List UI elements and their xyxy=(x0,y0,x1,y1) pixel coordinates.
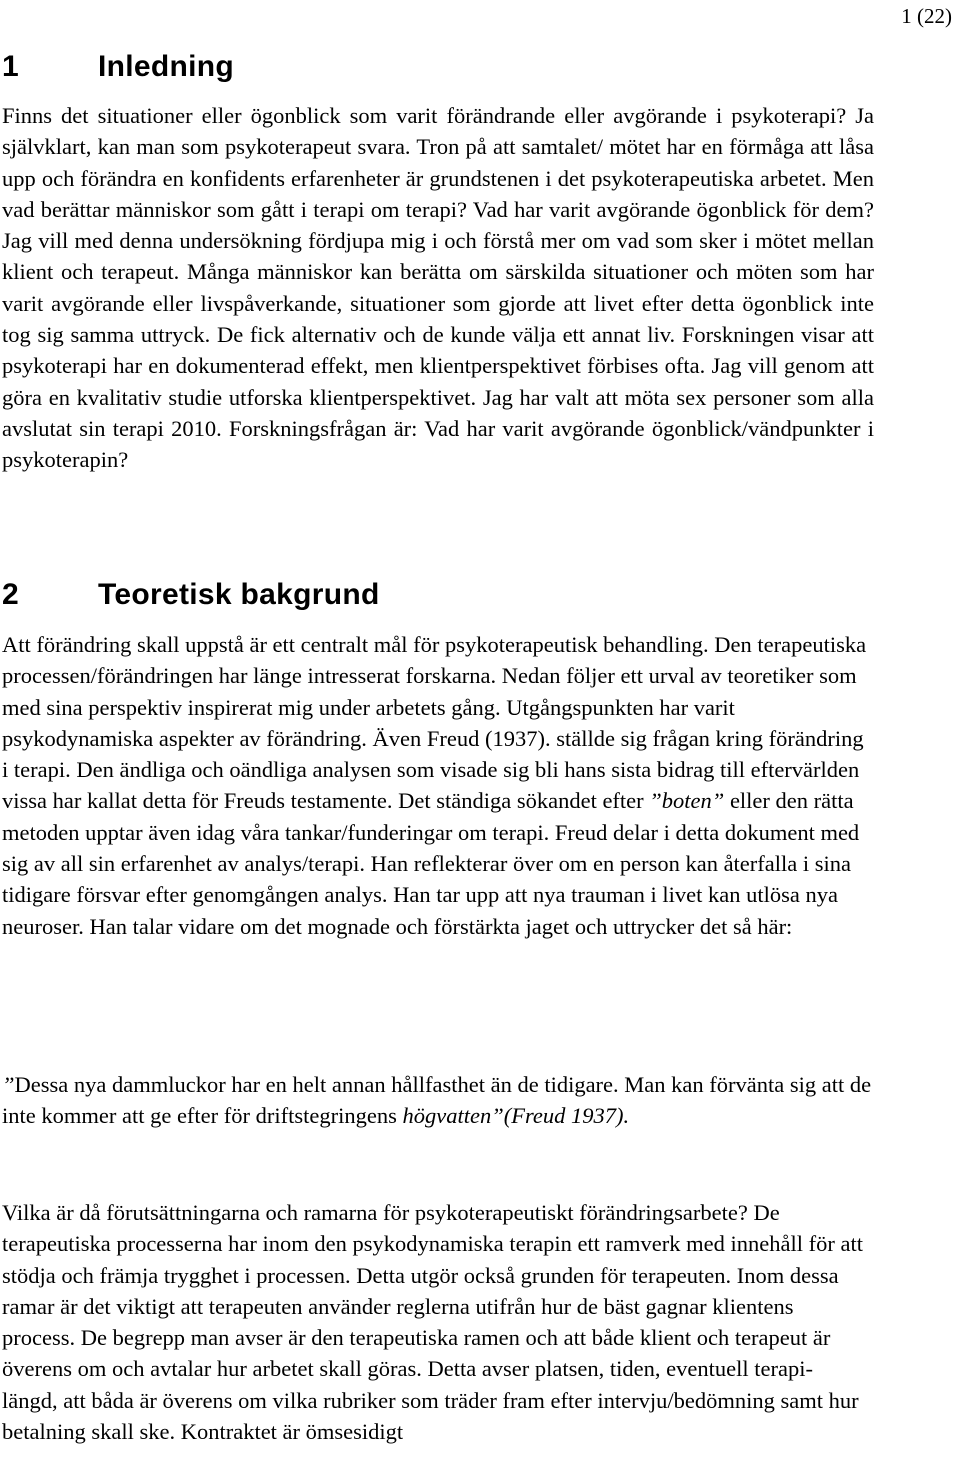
section-number: 2 xyxy=(2,578,19,611)
page-number: 1 (22) xyxy=(901,4,952,28)
section-heading-inledning xyxy=(2,50,234,84)
theory-text-part2: eller den rätta metoden upptar även idag våra tankar/funderingar om terapi. Freud delar i detta dokument med sig av all sin erfarenhet av analys/terapi. Han reflekterar över om en person kan återfalla i sina tidigare försvar efter genomgången analys. Han tar upp att nya trauman i livet kan utlösa nya neuroser. Han talar vidare om det mognade och förstärkta jaget och uttrycker det så här: xyxy=(2,788,860,939)
section-title: Inledning xyxy=(98,50,235,83)
quote-citation: högvatten”(Freud 1937). xyxy=(402,1103,630,1129)
quote-open-mark: ” xyxy=(2,1072,15,1097)
framework-paragraph: Vilka är då förutsättningarna och ramarna för psykoterapeutiskt förändringsarbete? De terapeutiska processerna har inom den psykodynamiska terapin ett ramverk med innehåll för att stödja och främja trygghet i processen. Detta utgör också grunden för terapeuten. Inom dessa ramar är det viktigt att terapeuten använder reglerna utifrån hur de bäst gagnar klientens process. De begrepp man avser är den terapeutiska ramen och att både klient och terapeut är överens om och avtalar hur arbetet skall göras. Detta avser platsen, tiden, eventuell terapi- längd, att båda är överens om vilka rubriker som träder fram efter intervju/bedömning samt hur betalning skall ske. Kontraktet är ömsesidigt xyxy=(2,1200,863,1445)
section-heading-teoretisk-bakgrund xyxy=(2,578,380,612)
block-quote xyxy=(2,1069,872,1132)
italic-term: ”boten” xyxy=(649,788,725,814)
theory-paragraph xyxy=(2,629,872,942)
section-number: 1 xyxy=(2,50,19,83)
section-title: Teoretisk bakgrund xyxy=(98,578,380,611)
theory-text-part1: Att förändring skall uppstå är ett centralt mål för psykoterapeutisk behandling. Den terapeutiska processen/förändringen har länge intresserat forskarna. Nedan följer ett urval av teoretiker som med sina perspektiv inspirerat mig under arbetets gång. Utgångspunkten har varit psykodynamiska aspekter av förändring. Även Freud (1937). ställde sig frågan kring förändring i terapi. Den ändliga och oändliga analysen som visade sig bli hans sista bidrag till eftervärlden vissa har kallat detta för Freuds testamente. Det ständiga sökandet efter xyxy=(2,632,867,814)
quote-text: Dessa nya dammluckor har en helt annan hållfasthet än de tidigare. Man kan förvänta sig att de inte kommer att ge efter för driftstegringens xyxy=(2,1072,872,1129)
intro-paragraph: Finns det situationer eller ögonblick som varit förändrande eller avgörande i psykoterapi? Ja självklart, kan man som psykoterapeut svara. Tron på att samtalet/ mötet har en förmåga att låsa upp och förändra en konfidents erfarenheter är grundstenen i det psykoterapeutiska arbetet. Men vad berättar människor som gått i terapi om terapi? Vad har varit avgörande ögonblick för dem? Jag vill med denna undersökning fördjupa mig i och förstå mer om vad som sker i mötet mellan klient och terapeut. Många människor kan berätta om särskilda situationer och möten som har varit avgörande eller livspåverkande, situationer som gjorde att livet efter detta ögonblick inte tog sig samma uttryck. De fick alternativ och de kunde välja ett annat liv. Forskningen visar att psykoterapi har en dokumenterad effekt, men klientperspektivet förbises ofta. Jag vill genom att göra en kvalitativ studie utforska klientperspektivet. Jag har valt att möta sex personer som alla avslutat sin terapi 2010. Forskningsfrågan är: Vad har varit avgörande ögonblick/vändpunkter i psykoterapin? xyxy=(2,103,874,473)
